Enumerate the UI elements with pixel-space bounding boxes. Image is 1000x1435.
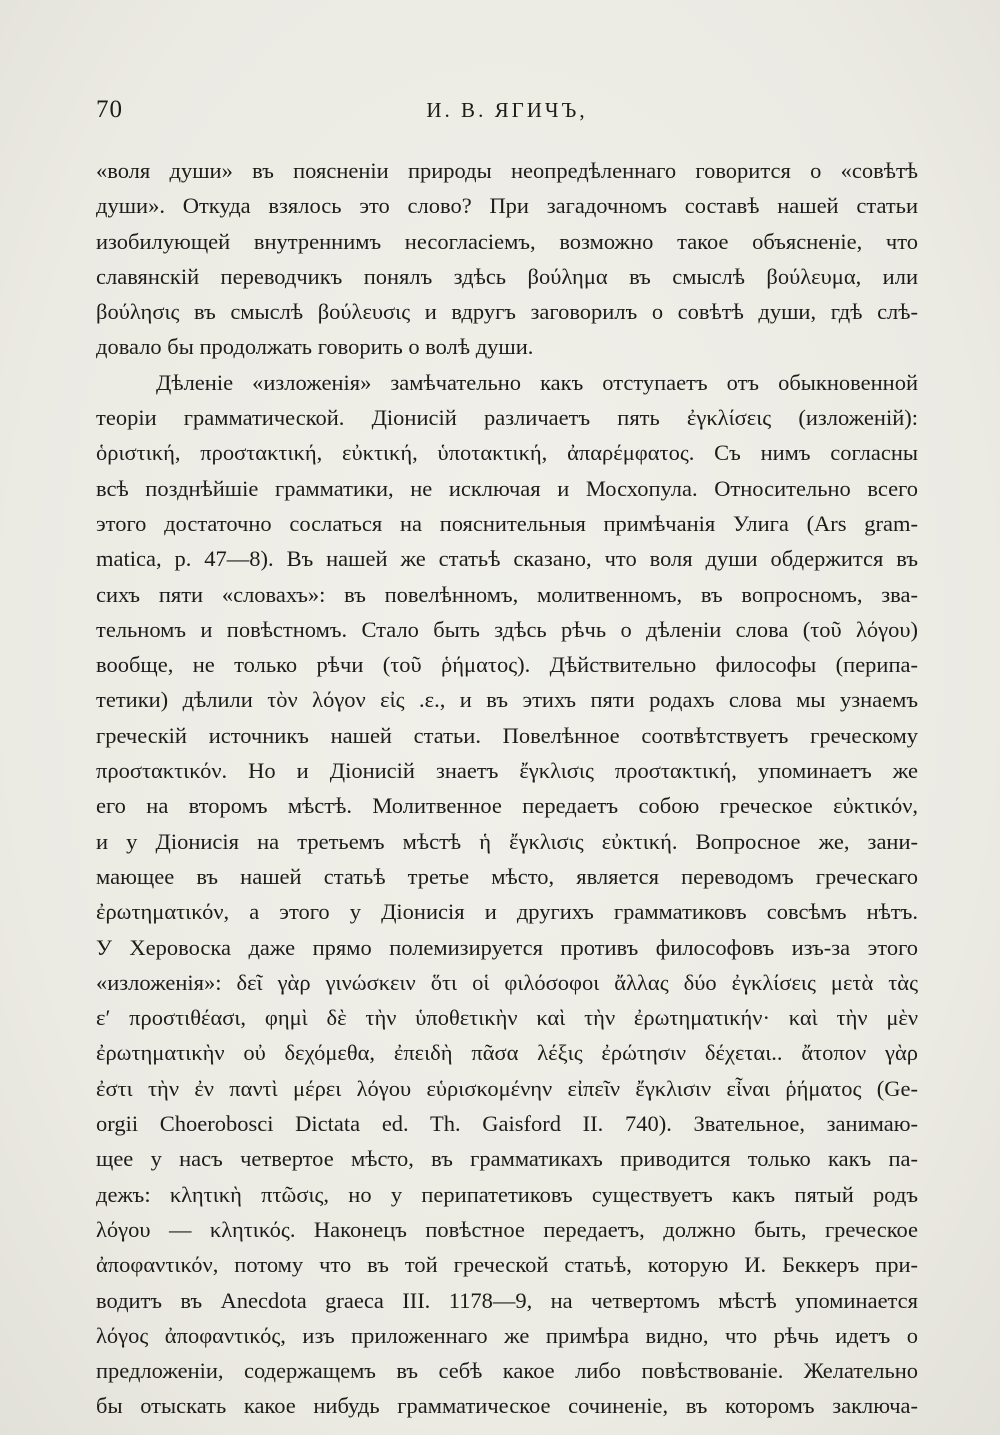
text-line: бы отыскать какое нибудь грамматическое сочиненіе, въ которомъ заключа-	[96, 1393, 918, 1419]
text-line: orgii Choerobosci Dictata ed. Th. Gaisford II. 740). Звательное, занимаю-	[96, 1111, 918, 1137]
text-line: ὁριστική, προστακτική, εὐκτική, ὑποτακτική, ἀπαρέμφατος. Съ нимъ согласны	[96, 440, 918, 466]
running-head: И. В. ЯГИЧЪ,	[426, 98, 588, 122]
text-line: дежъ: κλητικὴ πτῶσις, но у перипатетиковъ существуетъ какъ пятый родъ	[96, 1181, 918, 1207]
text-line: и у Діонисія на третьемъ мѣстѣ ἡ ἔγκλισις εὐκτική. Вопросное же, зани-	[96, 828, 918, 854]
text-line: водитъ въ Anecdota graeca III. 1178—9, на четвертомъ мѣстѣ упоминается	[96, 1287, 918, 1313]
text-line: греческій источникъ нашей статьи. Повелѣнное соотвѣтствуетъ греческому	[96, 722, 918, 748]
text-line: λόγου — κλητικός. Наконецъ повѣстное передаетъ, должно быть, греческое	[96, 1216, 918, 1242]
text-line: У Херовоска даже прямо полемизируется противъ философовъ изъ-за этого	[96, 934, 918, 960]
text-line: βούλησις въ смыслѣ βούλευσις и вдругъ заговорилъ о совѣтѣ души, гдѣ слѣ-	[96, 299, 918, 325]
text-line: ἐστι τὴν ἐν παντὶ μέρει λόγου εὑρισκομένην εἰπεῖν ἔγκλισιν εἶναι ῥήματος (Ge-	[96, 1075, 918, 1101]
text-line: сихъ пяти «словахъ»: въ повелѣнномъ, молитвенномъ, въ вопросномъ, зва-	[96, 581, 918, 607]
text-line: души». Откуда взялось это слово? При загадочномъ составѣ нашей статьи	[96, 193, 918, 219]
text-line: славянскій переводчикъ понялъ здѣсь βούλημα въ смыслѣ βούλευμα, или	[96, 263, 918, 289]
text-line: мающее въ нашей статьѣ третье мѣсто, является переводомъ греческаго	[96, 863, 918, 889]
text-line: προστακτικόν. Но и Діонисій знаетъ ἔγκλισις προστακτική, упоминаетъ же	[96, 758, 918, 784]
text-line: Дѣленіе «изложенія» замѣчательно какъ отступаетъ отъ обыкновенной	[156, 369, 918, 395]
text-line: «изложенія»: δεῖ γὰρ γινώσκειν ὅτι οἱ φιλόσοφοι ἄλλας δύο ἐγκλίσεις μετὰ τὰς	[96, 969, 918, 995]
text-line: теоріи грамматической. Діонисій различаетъ пять ἐγκλίσεις (изложеній):	[96, 405, 918, 431]
text-line: всѣ позднѣйшіе грамматики, не исключая и Мосхопула. Относительно всего	[96, 475, 918, 501]
text-line: его на второмъ мѣстѣ. Молитвенное передаетъ собою греческое εὐκτικόν,	[96, 793, 918, 819]
text-line: щее у насъ четвертое мѣсто, въ грамматикахъ приводится только какъ па-	[96, 1146, 918, 1172]
page-header	[96, 96, 918, 132]
text-line: довало бы продолжать говорить о волѣ души.	[96, 334, 534, 360]
text-line: этого достаточно сослаться на пояснительныя примѣчанія Улига (Ars gram-	[96, 510, 918, 536]
text-line: изобилующей внутреннимъ несогласіемъ, возможно такое объясненіе, что	[96, 228, 918, 254]
text-line: ἐρωτηματικὴν οὐ δεχόμεθα, ἐπειδὴ πᾶσα λέξις ἐρώτησιν δέχεται.. ἄτοπον γὰρ	[96, 1040, 918, 1066]
text-line: ἐρωτηματικόν, а этого у Діонисія и другихъ грамматиковъ совсѣмъ нѣтъ.	[96, 899, 918, 925]
text-line: «воля души» въ поясненіи природы неопредѣленнаго говорится о «совѣтѣ	[96, 158, 918, 183]
text-line: matica, p. 47—8). Въ нашей же статьѣ сказано, что воля души обдержится въ	[96, 546, 918, 572]
body-text	[96, 153, 918, 1424]
text-line: тельномъ и повѣстномъ. Стало быть здѣсь рѣчь о дѣленіи слова (τοῦ λόγου)	[96, 616, 918, 642]
text-line: ἀποφαντικόν, потому что въ той греческой статьѣ, которую И. Беккеръ при-	[96, 1252, 918, 1278]
text-line: тетики) дѣлили τὸν λόγον εἰς .ε., и въ этихъ пяти родахъ слова мы узнаемъ	[96, 687, 918, 713]
text-line: λόγος ἀποφαντικός, изъ приложеннаго же примѣра видно, что рѣчь идетъ о	[96, 1322, 918, 1348]
text-line: предложеніи, содержащемъ въ себѣ какое либо повѣствованіе. Желательно	[96, 1358, 918, 1384]
text-line: вообще, не только рѣчи (τοῦ ῥήματος). Дѣйствительно философы (перипа-	[96, 652, 918, 678]
page-number: 70	[96, 96, 123, 123]
text-line: ε′ προστιθέασι, φημὶ δὲ τὴν ὑποθετικὴν καὶ τὴν ἐρωτηματικήν· καὶ τὴν μὲν	[96, 1005, 918, 1031]
